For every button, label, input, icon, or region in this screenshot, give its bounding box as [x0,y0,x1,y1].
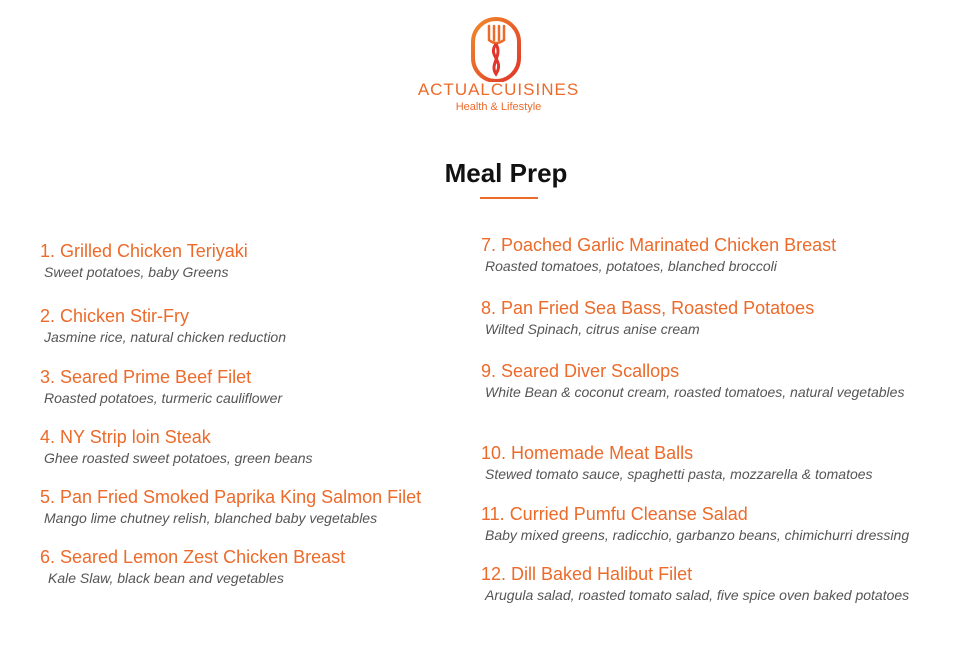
menu-item [40,305,286,348]
menu-item-desc: Sweet potatoes, baby Greens [44,264,229,280]
menu-item [481,234,915,277]
menu-item [40,366,282,409]
menu-item-desc: Jasmine rice, natural chicken reduction [44,329,287,345]
page-title: Meal Prep [444,158,568,188]
menu-item-title: 1. Grilled Chicken Teriyaki [40,241,248,261]
menu-item [481,442,915,485]
menu-item [481,503,965,546]
menu-item [40,426,313,469]
menu-item-title: 5. Pan Fried Smoked Paprika King Salmon Filet [40,487,422,507]
menu-item-title: 10. Homemade Meat Balls [481,443,694,463]
menu-item-title: 3. Seared Prime Beef Filet [40,367,252,387]
brand-tagline: Health & Lifestyle [455,101,542,113]
menu-item-title: 9. Seared Diver Scallops [481,361,680,381]
menu-item [40,240,248,283]
menu-item-desc: Arugula salad, roasted tomato salad, five spice oven baked potatoes [485,587,910,603]
brand-name: ACTUALCUISINES [417,80,580,99]
menu-item-desc: Ghee roasted sweet potatoes, green beans [44,450,313,466]
menu-item-title: 2. Chicken Stir-Fry [40,306,190,326]
menu-item-title: 6. Seared Lemon Zest Chicken Breast [40,547,346,567]
menu-item [40,546,345,589]
menu-item-desc: Mango lime chutney relish, blanched baby vegetables [44,510,378,526]
menu-item-desc: Roasted potatoes, turmeric cauliflower [44,390,283,406]
menu-item-title: 7. Poached Garlic Marinated Chicken Breast [481,235,837,255]
menu-item-title: 8. Pan Fried Sea Bass, Roasted Potatoes [481,298,815,318]
menu-item [40,486,421,529]
menu-item-desc: Roasted tomatoes, potatoes, blanched broccoli [485,258,777,274]
menu-item-title: 12. Dill Baked Halibut Filet [481,564,693,584]
menu-item-desc: Kale Slaw, black bean and vegetables [48,570,284,586]
menu-item-desc: Baby mixed greens, radicchio, garbanzo beans, chimichurri dressing [485,527,910,543]
menu-item-desc: White Bean & coconut cream, roasted tomatoes, natural vegetables [485,384,905,400]
menu-item-desc: Stewed tomato sauce, spaghetti pasta, mozzarella & tomatoes [485,466,873,482]
menu-item-title: 4. NY Strip loin Steak [40,427,211,447]
menu-item [481,563,915,606]
brand-logo [0,16,980,82]
title-underline [480,197,538,199]
fork-logo-icon [467,16,527,82]
menu-item-desc: Wilted Spinach, citrus anise cream [485,321,700,337]
menu-item-title: 11. Curried Pumfu Cleanse Salad [481,504,748,524]
menu-item [481,297,915,340]
menu-item [481,360,915,403]
